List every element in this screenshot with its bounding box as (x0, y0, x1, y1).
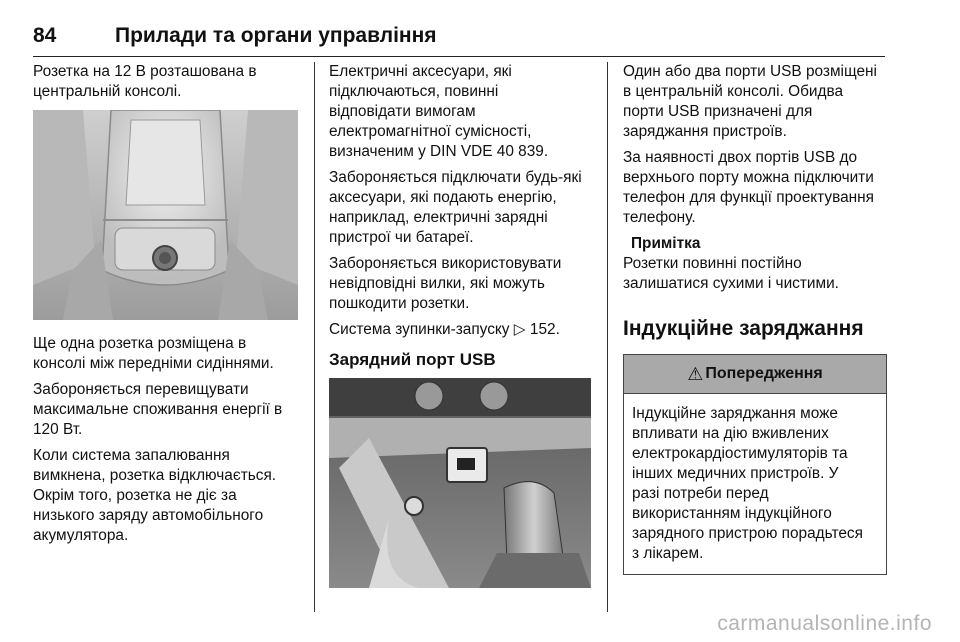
note-title: Примітка (631, 235, 701, 252)
paragraph-crossref (329, 320, 597, 340)
warning-icon: ⚠ (687, 364, 704, 384)
subheading-usb: Зарядний порт USB (329, 350, 496, 369)
crossref-page: 152. (529, 321, 560, 338)
paragraph: Розетка на 12 В розташована в центральній консолі. (33, 63, 257, 100)
page-title: Прилади та органи управління (115, 24, 437, 47)
note-text: Розетки повинні постійно залишатися сухими і чистими. (623, 255, 839, 292)
column-3 (623, 62, 889, 575)
column-divider-2 (607, 62, 608, 612)
warning-text: Індукційне заряджання може впливати на дію вживлених електрокардіостимуляторів та інших медичних пристроїв. У разі потреби перед використанням індукційного зарядного пристрою порадьтеся з лікарем. (632, 405, 863, 562)
paragraph: За наявності двох портів USB до верхнього порту можна підключити телефон для функції проектування телефону. (623, 149, 874, 226)
column-1 (33, 62, 303, 552)
paragraph: Ще одна розетка розміщена в консолі між передніми сидіннями. (33, 335, 274, 372)
crossref-text: Система зупинки-запуску (329, 321, 514, 338)
column-divider-1 (314, 62, 315, 612)
warning-header (624, 355, 886, 394)
page-number: 84 (33, 24, 57, 47)
page-ref-icon: ▷ (513, 321, 526, 338)
paragraph: Коли система запалювання вимкнена, розетка відключається. Окрім того, розетка не діє за низького заряду автомобільного акумулятора. (33, 447, 277, 544)
paragraph: Забороняється перевищувати максимальне споживання енергії в 120 Вт. (33, 381, 283, 438)
warning-box (623, 354, 887, 575)
paragraph: Забороняється підключати будь-які аксесуари, які подають енергію, наприклад, електричні зарядні пристрої чи батареї. (329, 169, 582, 246)
paragraph: Забороняється використовувати невідповідні вилки, які можуть пошкодити розетки. (329, 255, 562, 312)
watermark: carmanualsonline.info (717, 612, 932, 635)
paragraph: Електричні аксесуари, які підключаються, повинні відповідати вимогам електромагнітної сумісності, визначеним у DIN VDE 40 839. (329, 63, 549, 160)
column-2 (329, 62, 597, 588)
usb-port-photo (329, 378, 591, 588)
section-title-induction: Індукційне заряджання (623, 317, 864, 340)
warning-title: Попередження (705, 365, 823, 382)
page-header (33, 20, 885, 57)
paragraph: Один або два порти USB розміщені в центральній консолі. Обидва порти USB призначені для заряджання пристроїв. (623, 63, 877, 140)
console-socket-photo (33, 110, 298, 320)
